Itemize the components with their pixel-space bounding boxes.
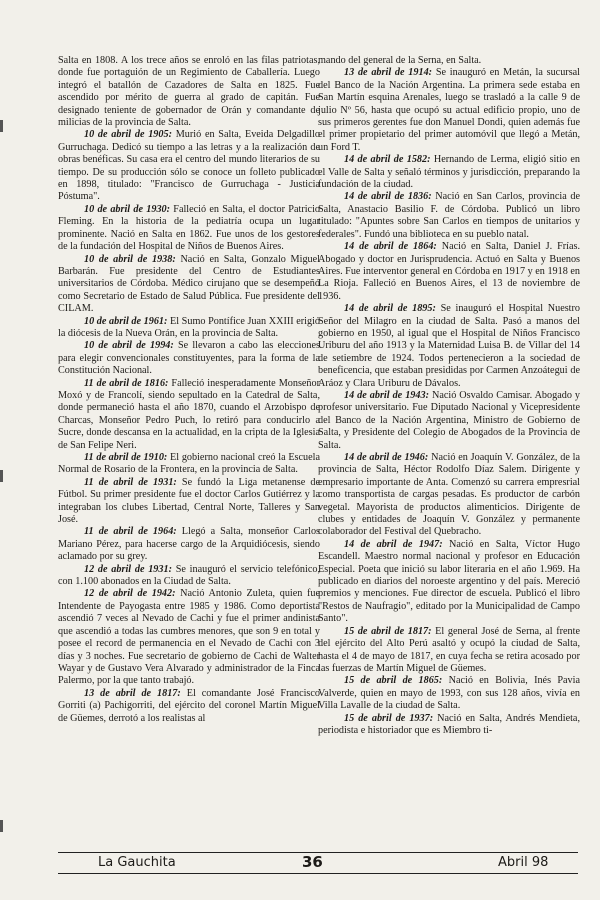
entry-text: Se inauguró el Hospital Nuestro Señor del Milagro en la ciudad de Salta. Pasó a manos del gobierno en 1950, al igual que el Hospital de Niños Francisco Uriburu del año 1913 y la Maternidad Luisa B. de Villar del 14 de setiembre de 1924. Todos pertenecieron a la sociedad de beneficencia, que estaban presididas por Carmen Anzoátegui de Aráoz y Clara Uriburu de Dávalos. <box>318 303 580 389</box>
entry-paragraph <box>58 129 320 203</box>
entry-date: 12 de abril de 1942: <box>84 588 176 600</box>
page-footer <box>58 852 578 874</box>
entry-paragraph <box>58 477 320 527</box>
entry-text: Llegó a Salta, monseñor Carlos Mariano Pérez, para hacerse cargo de la Arquidiócesis, siendo aclamado por su grey. <box>58 526 321 563</box>
entry-text: El general José de Serna, al frente del ejército del Alto Perú asaltó y ocupó la ciudad de Salta, hasta el 4 de mayo de 1817, en cuya fecha se retira acosado por las fuerzas de Martín Miguel de Güemes. <box>318 625 580 674</box>
entry-text: Nació en Salta, Gonzalo Miguel Barbarán. Fue presidente del Centro de Estudiantes universitarios de Córdoba. Médico cirujano que se desempeñó como Secretario de Estado de Salud Pública. Fue presidente del CILAM. <box>58 253 320 315</box>
entry-date: 13 de abril de 1914: <box>344 67 433 79</box>
entry-paragraph <box>318 241 580 303</box>
entry-paragraph <box>318 713 580 738</box>
entry-date: 13 de abril de 1817: <box>84 687 181 699</box>
entry-text: Salta en 1808. A los trece años se enroló en las filas patriotas, donde fue portaguión de un Regimiento de Caballería. Luego integró el batallón de Cazadores de Salta en 1825. Fue ascendido por mérito de guerra al grado de capitán. Fue designado teniente de gobernador de Orán y comandante de milicias de la provincia de Salta. <box>58 55 320 129</box>
entry-text: Falleció en Salta, el doctor Patricio Fleming. En la historia de la pediatría ocupa un lugar prominente. Nació en Salta en 1862. Fue unos de los gestores de la fundación del Hospital de Niños de Buenos Aires. <box>58 203 320 253</box>
entry-text: mando del general de la Serna, en Salta. <box>318 55 482 66</box>
entry-text: Nació en San Carlos, provincia de Salta, Anastacio Basilio F. de Córdoba. Publicó un libro titulado: "Apuntes sobre San Carlos en tiempos de unitarios y federales". Fundó una biblioteca en su pueblo natal. <box>318 191 580 240</box>
entry-paragraph <box>58 526 320 563</box>
page-number: 36 <box>302 853 323 871</box>
entry-date: 12 de abril de 1931: <box>84 563 172 575</box>
entry-date: 14 de abril de 1943: <box>344 389 429 401</box>
entry-paragraph <box>58 254 320 316</box>
entry-date: 15 de abril de 1817: <box>344 625 432 637</box>
entry-paragraph <box>318 154 580 191</box>
entry-text: Nació Antonio Zuleta, quien fue Intendente de Payogasta entre 1985 y 1986. Como deportista ascendió 7 veces al Nevado de Cachi y fue el primer andinista que ascendió a todas las cumbres menores, que son 9 en total y posee el record de permanencia en el Nevado de Cachi con 3 días y 3 noches. Fue secretario de gobierno de Cachi de Walter Wayar y de Gustavo Vera Alvarado y administrador de la Finca Palermo, por la que tanto trabajó. <box>58 588 320 687</box>
entry-date: 10 de abril de 1905: <box>84 129 172 141</box>
entry-date: 11 de abril de 1816: <box>84 377 169 389</box>
entry-paragraph <box>318 191 580 241</box>
entry-paragraph <box>58 588 320 687</box>
entry-paragraph <box>318 452 580 539</box>
entry-text: Nació en Joaquín V. González, de la provincia de Salta, Héctor Rodolfo Díaz Salem. Dirigente y empresario importante de Anta. Comenzó su carrera empresrial como transportista de cargas pesadas. Es productor de carbón vegetal. Mayorista de productos alimenticios. Dirigente de clubes y entidades de Joaquín V. González y permanente colaborador del Festival del Quebracho. <box>318 452 581 538</box>
entry-date: 14 de abril de 1895: <box>344 303 436 315</box>
binding-mark <box>0 120 3 132</box>
entry-paragraph <box>318 67 580 154</box>
entry-paragraph <box>58 452 320 477</box>
entry-paragraph <box>58 55 320 129</box>
entry-date: 14 de abril de 1947: <box>344 538 443 550</box>
entry-date: 11 de abril de 1964: <box>84 526 177 538</box>
entry-text: Nació en Bolivia, Inés Pavia Valverde, quien en mayo de 1993, con sus 128 años, vivía en Villa Lavalle de la ciudad de Salta. <box>318 675 580 712</box>
entry-date: 10 de abril de 1994: <box>84 340 174 352</box>
entry-text: Se inauguró en Metán, la sucursal del Banco de la Nación Argentina. La primera sede estaba en San Martín esquina Arenales, luego se trasladó a la calle 9 de julio Nº 56, hasta que ocupó su actual edificio propio, uno de sus primeros gerentes fue don Manuel Dondi, quien además fue el primer propietario del primer automóvil que llegó a Metán, un Ford T. <box>318 67 581 153</box>
entry-date: 15 de abril de 1865: <box>344 675 443 687</box>
entry-paragraph <box>318 675 580 712</box>
entry-date: 11 de abril de 1931: <box>84 476 177 488</box>
entry-text: El comandante José Francisco Gorriti (a) Pachigorriti, del ejército del coronel Martín Miguel de Güemes, derrotó a los realistas al <box>58 687 321 724</box>
right-column <box>318 55 580 737</box>
binding-mark <box>0 470 3 482</box>
entry-text: Hernando de Lerma, eligió sitio en el Valle de Salta y señaló términos y jurisdicción, preparando la fundación de la ciudad. <box>318 154 581 191</box>
entry-date: 11 de abril de 1910: <box>84 452 168 463</box>
entry-paragraph <box>58 378 320 452</box>
entry-text: El gobierno nacional creó la Escuela Normal de Rosario de la Frontera, en la provincia de Salta. <box>58 452 320 476</box>
entry-date: 10 de abril de 1930: <box>84 203 171 215</box>
entry-text: Nació en Salta, Daniel J. Frías. Abogado y doctor en Jurisprudencia. Actuó en Salta y Buenos Aires. Fue interventor general en Córdoba en 1917 y en 1918 en La Rioja. Falleció en Buenos Aires, el 13 de noviembre de 1936. <box>318 241 581 302</box>
entry-date: 14 de abril de 1582: <box>344 154 431 166</box>
entry-paragraph <box>58 204 320 254</box>
entry-paragraph <box>58 340 320 377</box>
entry-paragraph <box>318 303 580 390</box>
left-column <box>58 55 320 725</box>
entry-date: 15 de abril de 1937: <box>344 712 434 724</box>
entry-paragraph <box>318 390 580 452</box>
entry-paragraph <box>318 539 580 626</box>
entry-date: 10 de abril de 1938: <box>84 253 176 265</box>
entry-date: 14 de abril de 1946: <box>344 452 429 463</box>
issue-date: Abril 98 <box>498 855 549 870</box>
entry-paragraph <box>58 688 320 725</box>
entry-text: El Sumo Pontífice Juan XXIII erigió la diócesis de la Nueva Orán, en la provincia de Salta. <box>58 315 320 339</box>
entry-text: Murió en Salta, Eveida Delgadillo Gurruchaga. Dedicó su tiempo a las letras y a la realización de obras benéficas. Su casa era el centro del mundo literarios de su tiempo. De su producción sólo se conoce un folleto publicado en 1898, titulado: "Francisco de Gurruchaga - Justicia Póstuma". <box>58 129 320 203</box>
entry-paragraph <box>58 316 320 341</box>
binding-mark <box>0 820 3 832</box>
entry-paragraph <box>318 626 580 676</box>
entry-text: Se llevaron a cabo las elecciones para elegir convencionales constituyentes, para la forma de la Constitución Nacional. <box>58 340 320 377</box>
entry-text: Nació en Salta, Andrés Mendieta, periodista e historiador que es Miembro ti- <box>318 712 581 736</box>
entry-text: Se fundó la Liga metanense de Fútbol. Su primer presidente fue el doctor Carlos Gutiérrez y la integraban los clubes Libertad, Central Norte, Talleres y San José. <box>58 476 320 526</box>
entry-text: Se inauguró el servicio telefónico, con 1.100 abonados en la Ciudad de Salta. <box>58 563 321 588</box>
entry-paragraph <box>318 55 580 67</box>
entry-paragraph <box>58 564 320 589</box>
entry-date: 14 de abril de 1864: <box>344 241 437 253</box>
entry-date: 14 de abril de 1836: <box>344 191 432 203</box>
entry-text: Nació Osvaldo Camisar. Abogado y profesor universitario. Fue Diputado Nacional y Vicepresidente del Banco de la Nación Argentina, Ministro de Gobierno de Salta, y Presidente del Colegio de Abogados de la Provincia de Salta. <box>318 389 581 451</box>
publication-name: La Gauchita <box>98 855 176 870</box>
entry-text: Falleció inesperadamente Monseñor Moxó y de Francolí, siendo sepultado en la Catedral de Salta, donde permaneció hasta el año 1870, cuando el Arzobispo de Charcas, Monseñor Pedro Puch, lo retiró para conducirlo a Sucre, donde descansa en la actualidad, en la cripta de la Iglesia de San Felipe Neri. <box>58 377 321 451</box>
entry-text: Nació en Salta, Víctor Hugo Escandell. Maestro normal nacional y profesor en Educación Especial. Poeta que inició su labor literaria en el año 1.969. Ha publicado en diarios del noroeste argentino y del país. Mereció premios y menciones. Fue director de escuela. Publicó el libro "Restos de Naufragio", editado por la Municipalidad de Campo Santo". <box>318 538 580 625</box>
entry-date: 10 de abril de 1961: <box>84 315 168 327</box>
